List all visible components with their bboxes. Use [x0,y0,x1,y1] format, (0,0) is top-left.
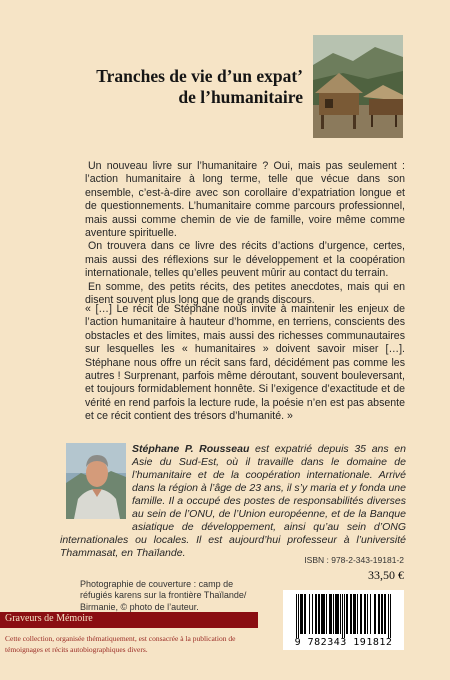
barcode-bar [296,594,297,638]
barcode-bar [298,594,299,638]
intro-paragraph-2: On trouvera dans ce livre des récits d’actions d’urgence, certes, mais aussi des réflexions sur le développement et la coopération internationale, telles qu’elles peuvent mûrir au contact du terrain. [85,240,405,280]
barcode-bar [367,594,368,634]
barcode-bar [379,594,380,634]
barcode-bar [319,594,320,634]
barcode-bar [344,594,345,638]
barcode-bar [385,594,386,634]
barcode-bar [321,594,322,634]
barcode-bar [336,594,337,634]
review-quote: « […] Le récit de Stéphane nous invite à maintenir les enjeux de l’action humanitaire à hauteur d’homme, en terriens, conscients des obstacles et des limites, mais aussi des richesses communautaires sur lesquelles les « humanitaires » doivent savoir miser […]. Stéphane nous offre un récit sans fard, décidément pas comme les autres ! Surprenant, parfois même déroutant, souvent bouleversant, et toujours formidablement honnête. Si l’exigence d’exactitude et de vérité en rend parfois la lecture rude, la poésie n’en est pas absente et ce récit contient des trésors d’humanité. » [85,303,405,423]
barcode-bar [390,594,391,638]
author-bio-text: est expatrié depuis 35 ans en Asie du Sud-Est, où il travaille dans le domaine de l’humanitaire et de la coopération internationale. Arrivé dans la région à l’âge de 23 ans, il s’y maria et y fonda une famille. Il a occupé des postes de responsabilités diverses au sein de l’ONU, de l’Union européenne, et de la Banque asiatique de développement, ainsi qu’au sein d’ONG internationales ou locales. Il est aujourd’hui professeur à l’université Thammasat, en Thaïlande. [60,443,406,559]
barcode-bar [340,594,341,634]
barcode-bar [330,594,331,634]
barcode-bar [361,594,362,634]
barcode-bar [382,594,383,634]
barcode-bar [388,594,389,638]
barcode-bar [357,594,358,634]
barcode-bar [315,594,316,634]
barcode-bar [338,594,339,634]
photo-caption: Photographie de couverture : camp de réfugiés karens sur la frontière Thaïlande/ Birmanie, © photo de l’auteur. [80,579,247,612]
barcode-bar [309,594,310,634]
barcode-bar [342,594,343,638]
barcode-bar [333,594,334,634]
barcode-bar [374,594,375,634]
isbn: ISBN : 978-2-343-19181-2 [304,555,404,565]
barcode-bar [318,594,319,634]
author-name: Stéphane P. Rousseau [132,443,250,455]
barcode-bar [354,594,355,634]
intro-paragraph-1: Un nouveau livre sur l’humanitaire ? Oui, mais pas seulement : l’action humanitaire à long terme, telle que vécue dans son ensemble, c’est-à-dire avec son corollaire d’expatriation longue et de questionnements. L’humanitaire comme parcours professionnel, mais aussi comme chemin de vie de famille, voire même comme aventure spirituelle. [85,160,405,240]
barcode-bar [347,594,348,634]
barcode-bar [335,594,336,634]
barcode-icon [283,590,404,638]
barcode-bar [329,594,330,634]
barcode-bar [304,594,305,634]
intro-paragraph-3: En somme, des petits récits, des petites anecdotes, mais qui en disent souvent plus long que de grands discours. [85,280,405,307]
barcode-bar [353,594,354,634]
cover-photo [313,35,403,138]
barcode-bar [316,594,317,634]
barcode-bar [346,594,347,634]
barcode-bar [350,594,351,634]
author-bio [60,443,406,560]
book-title [58,66,303,108]
price: 33,50 € [368,568,404,582]
book-title-line-2: de l’humanitaire [178,87,303,107]
barcode-bar [322,594,323,634]
barcode-bar [351,594,352,634]
barcode-bar [323,594,324,634]
barcode-bar [365,594,366,634]
barcode-bar [375,594,376,634]
collection-description: Cette collection, organisée thématiquement, est consacrée à la publication de témoignages et récits autobiographiques divers. [5,634,236,654]
barcode-bar [331,594,332,634]
barcode-bar [324,594,325,634]
stilt-house-photo-icon [313,35,403,138]
barcode-bar [360,594,361,634]
barcode-bar [302,594,303,634]
collection-name: Graveurs de Mémoire [5,613,93,624]
barcode-bar [384,594,385,634]
barcode-bar [355,594,356,634]
book-title-line-1: Tranches de vie d’un expat’ [96,66,303,86]
barcode-bar [381,594,382,634]
barcode-bar [300,594,301,634]
barcode-bar [378,594,379,634]
barcode-bar [326,594,327,634]
barcode-bar [301,594,302,634]
barcode-bar [364,594,365,634]
barcode-bar [305,594,306,634]
intro-text [85,160,405,307]
barcode-bar [337,594,338,634]
barcode-number: 9 782343 191812 [294,637,393,648]
barcode-bar [370,594,371,634]
barcode-bar [312,594,313,634]
